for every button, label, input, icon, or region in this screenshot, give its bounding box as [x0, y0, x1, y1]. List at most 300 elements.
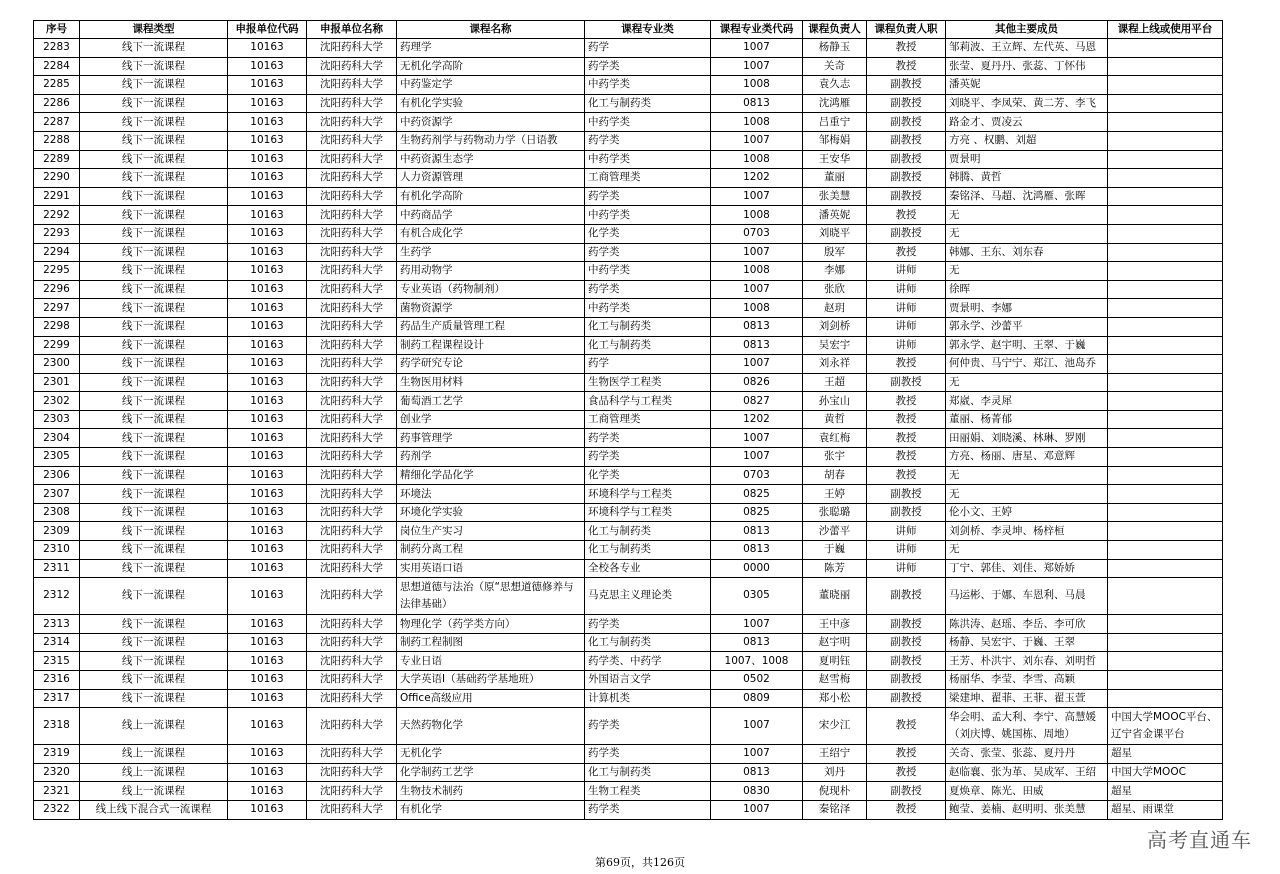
table-cell: 教授: [867, 57, 946, 76]
table-cell: 线下一流课程: [80, 503, 228, 522]
table-row: [34, 559, 1223, 578]
table-row: [34, 745, 1223, 764]
table-cell: 药剂学: [397, 448, 585, 467]
table-cell: 药学: [585, 39, 711, 58]
table-cell: 10163: [228, 541, 307, 560]
table-cell: 岗位生产实习: [397, 522, 585, 541]
table-cell: 10163: [228, 280, 307, 299]
table-cell: 副教授: [867, 503, 946, 522]
table-cell: 线下一流课程: [80, 57, 228, 76]
table-cell: 工商管理类: [585, 169, 711, 188]
table-cell: 2293: [34, 224, 80, 243]
table-cell: 教授: [867, 39, 946, 58]
table-cell: 2302: [34, 392, 80, 411]
table-cell: 夏明钰: [803, 652, 867, 671]
table-cell: 10163: [228, 392, 307, 411]
table-row: [34, 336, 1223, 355]
table-cell: 沈阳药科大学: [307, 57, 397, 76]
table-cell: 沈阳药科大学: [307, 671, 397, 690]
table-cell: 有机合成化学: [397, 224, 585, 243]
table-cell: 讲师: [867, 280, 946, 299]
table-cell: 赵宇明: [803, 633, 867, 652]
column-header: 课程专业类: [585, 21, 711, 39]
table-cell: 无: [946, 373, 1108, 392]
table-cell: [1108, 652, 1223, 671]
table-cell: 药理学: [397, 39, 585, 58]
table-cell: 沈阳药科大学: [307, 150, 397, 169]
table-cell: 沈阳药科大学: [307, 169, 397, 188]
table-cell: 药用动物学: [397, 262, 585, 281]
table-cell: 沈阳药科大学: [307, 708, 397, 745]
table-cell: 药学类: [585, 131, 711, 150]
table-cell: 沈阳药科大学: [307, 633, 397, 652]
table-cell: 副教授: [867, 633, 946, 652]
table-cell: [1108, 615, 1223, 634]
table-cell: 2296: [34, 280, 80, 299]
table-cell: 食品科学与工程类: [585, 392, 711, 411]
table-cell: 刘丹: [803, 763, 867, 782]
column-header: 课程类型: [80, 21, 228, 39]
table-cell: 2294: [34, 243, 80, 262]
table-cell: 线上一流课程: [80, 763, 228, 782]
table-cell: 物理化学（药学类方向）: [397, 615, 585, 634]
table-row: [34, 262, 1223, 281]
table-row: [34, 689, 1223, 708]
table-cell: 2308: [34, 503, 80, 522]
table-cell: 沈阳药科大学: [307, 336, 397, 355]
table-cell: 精细化学品化学: [397, 466, 585, 485]
table-cell: 袁久志: [803, 76, 867, 95]
table-cell: [1108, 262, 1223, 281]
table-cell: 中国大学MOOC: [1108, 763, 1223, 782]
table-cell: 0825: [711, 503, 803, 522]
table-cell: 化工与制药类: [585, 94, 711, 113]
table-cell: 2298: [34, 317, 80, 336]
table-cell: 梁建坤、翟菲、王菲、翟玉萱: [946, 689, 1108, 708]
table-cell: 中药学类: [585, 262, 711, 281]
table-cell: 袁红梅: [803, 429, 867, 448]
table-cell: 李娜: [803, 262, 867, 281]
table-row: [34, 763, 1223, 782]
table-cell: 药学: [585, 355, 711, 374]
table-cell: 副教授: [867, 113, 946, 132]
table-cell: 无: [946, 485, 1108, 504]
table-body: [34, 39, 1223, 820]
table-cell: 刘晓平: [803, 224, 867, 243]
table-cell: 1007、1008: [711, 652, 803, 671]
table-cell: 1008: [711, 299, 803, 318]
table-cell: 大学英语Ⅰ（基础药学基地班）: [397, 671, 585, 690]
column-header: 课程负责人职: [867, 21, 946, 39]
table-cell: 2322: [34, 800, 80, 819]
table-cell: 10163: [228, 224, 307, 243]
table-cell: 2300: [34, 355, 80, 374]
table-cell: 线下一流课程: [80, 76, 228, 95]
table-cell: 讲师: [867, 559, 946, 578]
table-row: [34, 280, 1223, 299]
table-cell: 10163: [228, 652, 307, 671]
table-row: [34, 243, 1223, 262]
table-cell: 化学类: [585, 466, 711, 485]
table-cell: 环境科学与工程类: [585, 503, 711, 522]
table-cell: 沈阳药科大学: [307, 763, 397, 782]
table-row: [34, 392, 1223, 411]
table-cell: 无: [946, 466, 1108, 485]
table-cell: 贾景明、李娜: [946, 299, 1108, 318]
table-cell: 1007: [711, 243, 803, 262]
table-cell: 沈阳药科大学: [307, 410, 397, 429]
table-cell: 2303: [34, 410, 80, 429]
table-cell: 秦铭泽、马超、沈鸿雁、张晖: [946, 187, 1108, 206]
table-cell: 2299: [34, 336, 80, 355]
table-cell: 10163: [228, 336, 307, 355]
table-cell: 2321: [34, 782, 80, 801]
table-cell: 杨丽华、李莹、李雪、高颖: [946, 671, 1108, 690]
table-cell: 讲师: [867, 262, 946, 281]
table-cell: 10163: [228, 113, 307, 132]
table-cell: 2318: [34, 708, 80, 745]
table-cell: 计算机类: [585, 689, 711, 708]
table-cell: 郭永学、沙蕾平: [946, 317, 1108, 336]
table-cell: [1108, 578, 1223, 615]
table-cell: 董丽: [803, 169, 867, 188]
table-cell: 化工与制药类: [585, 633, 711, 652]
table-cell: 有机化学实验: [397, 94, 585, 113]
table-cell: 中药学类: [585, 206, 711, 225]
table-cell: 无: [946, 541, 1108, 560]
table-cell: 何仲贵、马宁宁、郑江、池岛乔: [946, 355, 1108, 374]
table-cell: 教授: [867, 448, 946, 467]
table-cell: 0830: [711, 782, 803, 801]
table-cell: 超星: [1108, 782, 1223, 801]
table-cell: [1108, 57, 1223, 76]
table-cell: 邹莉波、王立辉、左代英、马恩: [946, 39, 1108, 58]
table-cell: 药学研究专论: [397, 355, 585, 374]
table-cell: 0502: [711, 671, 803, 690]
table-cell: [1108, 94, 1223, 113]
table-cell: 线下一流课程: [80, 131, 228, 150]
table-cell: 生物药剂学与药物动力学（日语教: [397, 131, 585, 150]
table-cell: 董晓丽: [803, 578, 867, 615]
table-row: [34, 429, 1223, 448]
table-cell: 刘剑桥: [803, 317, 867, 336]
table-row: [34, 94, 1223, 113]
table-cell: 邹梅娟: [803, 131, 867, 150]
table-cell: 超星: [1108, 745, 1223, 764]
table-cell: 10163: [228, 410, 307, 429]
table-cell: 2285: [34, 76, 80, 95]
table-cell: 中药鉴定学: [397, 76, 585, 95]
table-row: [34, 113, 1223, 132]
table-cell: 教授: [867, 745, 946, 764]
table-cell: 环境化学实验: [397, 503, 585, 522]
table-cell: 教授: [867, 466, 946, 485]
table-cell: 方亮 、权鹏、刘超: [946, 131, 1108, 150]
table-cell: 线下一流课程: [80, 280, 228, 299]
column-header: 课程名称: [397, 21, 585, 39]
table-row: [34, 652, 1223, 671]
table-cell: 生物医学工程类: [585, 373, 711, 392]
table-cell: [1108, 317, 1223, 336]
table-cell: 副教授: [867, 169, 946, 188]
table-cell: [1108, 169, 1223, 188]
table-cell: 10163: [228, 299, 307, 318]
table-cell: 教授: [867, 243, 946, 262]
table-cell: 线下一流课程: [80, 224, 228, 243]
table-cell: 沈阳药科大学: [307, 745, 397, 764]
table-cell: [1108, 448, 1223, 467]
table-cell: 0813: [711, 317, 803, 336]
table-cell: 10163: [228, 94, 307, 113]
table-cell: 0000: [711, 559, 803, 578]
table-cell: 线下一流课程: [80, 336, 228, 355]
table-cell: 生物医用材料: [397, 373, 585, 392]
table-cell: 韩娜、王东、刘东春: [946, 243, 1108, 262]
table-row: [34, 76, 1223, 95]
table-cell: 沈阳药科大学: [307, 299, 397, 318]
table-cell: 无机化学: [397, 745, 585, 764]
table-cell: 2287: [34, 113, 80, 132]
table-cell: 10163: [228, 763, 307, 782]
column-header: 申报单位名称: [307, 21, 397, 39]
table-cell: 2311: [34, 559, 80, 578]
table-cell: 0703: [711, 224, 803, 243]
table-cell: 2295: [34, 262, 80, 281]
table-cell: 药学类: [585, 800, 711, 819]
table-cell: 线下一流课程: [80, 373, 228, 392]
table-cell: 无: [946, 206, 1108, 225]
table-cell: 宋少江: [803, 708, 867, 745]
table-cell: 陈洪涛、赵瑶、李岳、李可欣: [946, 615, 1108, 634]
table-cell: 副教授: [867, 689, 946, 708]
table-row: [34, 615, 1223, 634]
table-cell: 沈阳药科大学: [307, 280, 397, 299]
table-cell: 10163: [228, 206, 307, 225]
table-cell: 沈阳药科大学: [307, 131, 397, 150]
table-cell: 张欣: [803, 280, 867, 299]
table-cell: 王绍宁: [803, 745, 867, 764]
table-row: [34, 187, 1223, 206]
table-cell: 韩腾、黄哲: [946, 169, 1108, 188]
table-cell: 线下一流课程: [80, 671, 228, 690]
table-cell: 沈阳药科大学: [307, 317, 397, 336]
table-cell: 线下一流课程: [80, 392, 228, 411]
table-cell: 2305: [34, 448, 80, 467]
table-cell: 沈阳药科大学: [307, 206, 397, 225]
table-cell: 沈阳药科大学: [307, 652, 397, 671]
table-cell: 0813: [711, 522, 803, 541]
table-cell: 鲍莹、姜楠、赵明明、张美慧: [946, 800, 1108, 819]
column-header: 课程上线或使用平台: [1108, 21, 1223, 39]
column-header: 课程负责人: [803, 21, 867, 39]
table-cell: 线下一流课程: [80, 317, 228, 336]
table-cell: 副教授: [867, 615, 946, 634]
table-row: [34, 355, 1223, 374]
table-cell: 赵玥: [803, 299, 867, 318]
table-cell: 潘英妮: [803, 206, 867, 225]
table-cell: [1108, 429, 1223, 448]
table-cell: 沈阳药科大学: [307, 373, 397, 392]
table-cell: 中药资源生态学: [397, 150, 585, 169]
table-cell: 沈阳药科大学: [307, 689, 397, 708]
table-cell: 2290: [34, 169, 80, 188]
table-cell: 化工与制药类: [585, 522, 711, 541]
table-cell: 张莹、夏丹丹、张蕊、丁怀伟: [946, 57, 1108, 76]
table-cell: 全校各专业: [585, 559, 711, 578]
table-cell: 路金才、贾凌云: [946, 113, 1108, 132]
table-cell: 1007: [711, 39, 803, 58]
table-row: [34, 39, 1223, 58]
table-cell: 10163: [228, 708, 307, 745]
table-cell: 10163: [228, 671, 307, 690]
table-cell: 丁宁、郭佳、刘佳、郑娇娇: [946, 559, 1108, 578]
table-row: [34, 485, 1223, 504]
table-cell: 药学类、中药学: [585, 652, 711, 671]
table-cell: 沈阳药科大学: [307, 503, 397, 522]
table-cell: 于巍: [803, 541, 867, 560]
table-cell: 孙宝山: [803, 392, 867, 411]
table-cell: 2301: [34, 373, 80, 392]
table-cell: 马克思主义理论类: [585, 578, 711, 615]
table-cell: 王芳、朴洪宇、刘东春、刘明哲: [946, 652, 1108, 671]
header-row: [34, 21, 1223, 39]
table-cell: 药学类: [585, 745, 711, 764]
table-cell: 1007: [711, 745, 803, 764]
table-cell: 郑崴、李灵犀: [946, 392, 1108, 411]
table-cell: 徐晖: [946, 280, 1108, 299]
table-cell: 沈阳药科大学: [307, 466, 397, 485]
table-cell: 10163: [228, 57, 307, 76]
table-cell: 专业日语: [397, 652, 585, 671]
table-cell: 2320: [34, 763, 80, 782]
table-cell: [1108, 299, 1223, 318]
table-cell: 沈阳药科大学: [307, 224, 397, 243]
table-cell: 葡萄酒工艺学: [397, 392, 585, 411]
table-row: [34, 466, 1223, 485]
table-cell: 关奇: [803, 57, 867, 76]
table-cell: 天然药物化学: [397, 708, 585, 745]
table-cell: 杨静玉: [803, 39, 867, 58]
table-cell: 化工与制药类: [585, 336, 711, 355]
table-cell: 吴宏宇: [803, 336, 867, 355]
table-cell: 华会明、孟大利、李宁、高慧媛（刘庆博、姚国栋、周地）: [946, 708, 1108, 745]
table-cell: 线上线下混合式一流课程: [80, 800, 228, 819]
table-cell: 0703: [711, 466, 803, 485]
table-cell: 环境法: [397, 485, 585, 504]
table-row: [34, 448, 1223, 467]
table-cell: 线下一流课程: [80, 652, 228, 671]
table-cell: [1108, 689, 1223, 708]
table-cell: 2304: [34, 429, 80, 448]
table-cell: 10163: [228, 169, 307, 188]
table-cell: 沙蕾平: [803, 522, 867, 541]
table-row: [34, 782, 1223, 801]
table-cell: [1108, 373, 1223, 392]
table-cell: [1108, 39, 1223, 58]
table-cell: 沈阳药科大学: [307, 94, 397, 113]
table-cell: 副教授: [867, 782, 946, 801]
table-cell: 线下一流课程: [80, 39, 228, 58]
table-cell: 2289: [34, 150, 80, 169]
table-cell: 刘剑桥、李灵坤、杨梓桓: [946, 522, 1108, 541]
table-cell: 线下一流课程: [80, 150, 228, 169]
table-cell: 中药学类: [585, 150, 711, 169]
table-cell: 沈阳药科大学: [307, 113, 397, 132]
table-cell: 2315: [34, 652, 80, 671]
table-cell: 1007: [711, 429, 803, 448]
table-cell: 2307: [34, 485, 80, 504]
table-cell: 制药工程课程设计: [397, 336, 585, 355]
table-cell: 10163: [228, 745, 307, 764]
table-cell: 陈芳: [803, 559, 867, 578]
table-cell: 10163: [228, 466, 307, 485]
table-row: [34, 131, 1223, 150]
table-cell: 线上一流课程: [80, 708, 228, 745]
table-cell: 1202: [711, 410, 803, 429]
table-cell: 沈阳药科大学: [307, 541, 397, 560]
table-cell: 药学类: [585, 280, 711, 299]
table-cell: 讲师: [867, 522, 946, 541]
table-cell: 倪现朴: [803, 782, 867, 801]
table-cell: 2291: [34, 187, 80, 206]
table-cell: 工商管理类: [585, 410, 711, 429]
table-cell: 1007: [711, 131, 803, 150]
table-cell: 化工与制药类: [585, 541, 711, 560]
table-cell: 1008: [711, 262, 803, 281]
table-cell: 10163: [228, 150, 307, 169]
table-cell: 线下一流课程: [80, 169, 228, 188]
table-cell: 沈阳药科大学: [307, 522, 397, 541]
table-cell: 有机化学高阶: [397, 187, 585, 206]
table-cell: 线下一流课程: [80, 633, 228, 652]
table-cell: 吕重宁: [803, 113, 867, 132]
table-cell: 无: [946, 224, 1108, 243]
table-cell: 化工与制药类: [585, 763, 711, 782]
table-cell: 马运彬、于娜、车恩利、马晨: [946, 578, 1108, 615]
table-cell: 2317: [34, 689, 80, 708]
table-cell: [1108, 485, 1223, 504]
table-cell: [1108, 392, 1223, 411]
table-cell: 1202: [711, 169, 803, 188]
table-cell: 沈阳药科大学: [307, 429, 397, 448]
table-cell: 沈阳药科大学: [307, 448, 397, 467]
table-cell: 创业学: [397, 410, 585, 429]
table-cell: 线下一流课程: [80, 187, 228, 206]
table-cell: 王婷: [803, 485, 867, 504]
table-cell: 线下一流课程: [80, 206, 228, 225]
table-cell: 中国大学MOOC平台、辽宁省金课平台: [1108, 708, 1223, 745]
table-row: [34, 299, 1223, 318]
table-cell: 0813: [711, 336, 803, 355]
column-header: 申报单位代码: [228, 21, 307, 39]
table-cell: 1008: [711, 113, 803, 132]
table-cell: 1007: [711, 708, 803, 745]
table-cell: 有机化学: [397, 800, 585, 819]
table-cell: 副教授: [867, 578, 946, 615]
table-cell: 药学类: [585, 243, 711, 262]
table-cell: 0813: [711, 541, 803, 560]
table-cell: 教授: [867, 206, 946, 225]
table-cell: 副教授: [867, 485, 946, 504]
table-cell: 1007: [711, 800, 803, 819]
column-header: 课程专业类代码: [711, 21, 803, 39]
table-cell: 沈阳药科大学: [307, 615, 397, 634]
table-row: [34, 206, 1223, 225]
table-row: [34, 373, 1223, 392]
table-cell: 10163: [228, 373, 307, 392]
table-cell: 讲师: [867, 299, 946, 318]
table-cell: 沈阳药科大学: [307, 392, 397, 411]
